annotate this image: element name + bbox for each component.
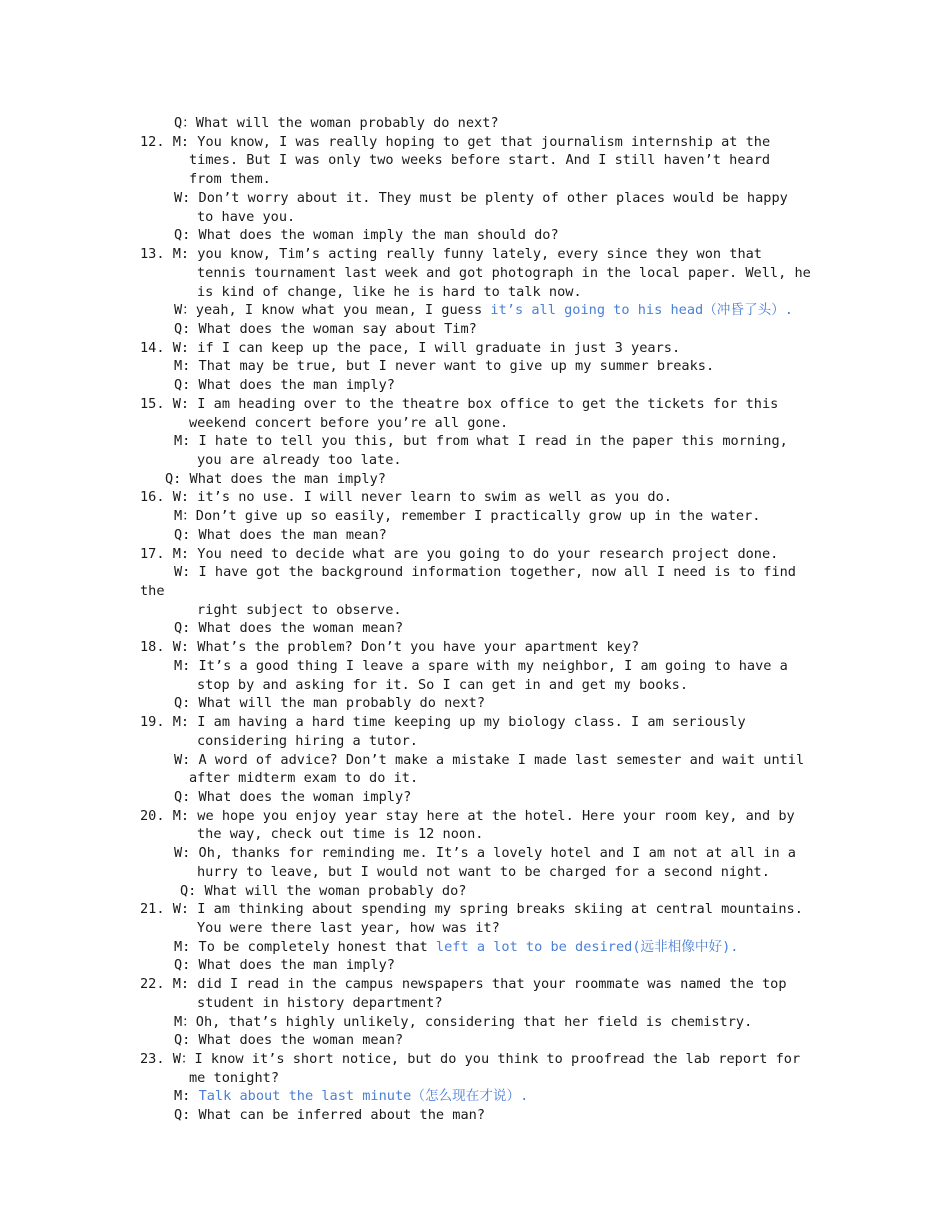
line-text: 16. W: it’s no use. I will never learn to swim as well as you do.	[140, 489, 672, 506]
text-line	[174, 526, 387, 544]
text-line	[174, 844, 796, 862]
line-text: me tonight?	[189, 1069, 280, 1086]
text-line	[174, 320, 477, 338]
line-text: W: I have got the background information together, now all I need is to find	[174, 564, 796, 581]
text-line	[174, 432, 788, 450]
line-text: Q: What does the woman mean?	[174, 1032, 404, 1049]
text-line	[140, 582, 165, 600]
line-text: the	[140, 583, 165, 599]
text-line	[197, 601, 402, 619]
text-line	[140, 638, 639, 656]
text-line	[174, 1031, 403, 1049]
text-line	[174, 114, 499, 132]
text-line	[189, 769, 418, 787]
line-text: 13. M: you know, Tim’s acting really funny lately, every since they won that	[140, 246, 762, 262]
text-line	[197, 208, 295, 226]
text-line	[140, 807, 795, 825]
text-line	[140, 488, 672, 506]
text-line	[174, 657, 788, 675]
text-line	[189, 151, 770, 169]
text-line	[140, 545, 778, 563]
text-line	[174, 301, 793, 319]
line-text: 12. M: You know, I was really hoping to get that journalism internship at the	[140, 133, 771, 150]
text-line	[174, 694, 485, 712]
line-text: Q: What will the man probably do next?	[174, 695, 485, 712]
line-text: hurry to leave, but I would not want to be charged for a second night.	[197, 863, 770, 880]
line-text: W: Don’t worry about it. They must be plenty of other places would be happy	[174, 189, 788, 206]
line-text: Q：What will the woman probably do next?	[174, 115, 499, 131]
text-line	[174, 507, 760, 525]
line-text: M: To be completely honest that	[174, 938, 436, 955]
text-line	[180, 882, 466, 900]
text-line	[174, 1106, 485, 1124]
text-line	[140, 1050, 800, 1068]
line-text: 20. M: we hope you enjoy year stay here at the hotel. Here your room key, and by	[140, 807, 795, 824]
line-text: You were there last year, how was it?	[197, 920, 500, 936]
line-text: Q: What does the man imply?	[174, 377, 395, 394]
line-text: Q: What does the man imply?	[174, 957, 395, 974]
text-line	[197, 919, 500, 937]
text-line	[140, 713, 746, 731]
text-line	[189, 170, 271, 188]
line-text: times. But I was only two weeks before start. And I still haven’t heard	[189, 152, 771, 169]
highlighted-phrase: it’s all going to his head（冲昏了头）.	[490, 302, 793, 319]
line-text: right subject to observe.	[197, 601, 402, 618]
line-text: to have you.	[197, 208, 296, 225]
text-line	[140, 900, 803, 918]
line-text: stop by and asking for it. So I can get in and get my books.	[197, 676, 689, 693]
highlighted-phrase: Talk about the last minute（怎么现在才说）.	[198, 1088, 529, 1105]
text-line	[197, 451, 402, 469]
text-line	[197, 732, 418, 750]
text-line	[165, 470, 386, 488]
text-line	[189, 1069, 279, 1087]
text-line	[174, 226, 559, 244]
line-text: you are already too late.	[197, 452, 402, 468]
line-text: M:	[174, 1088, 199, 1105]
line-text: from them.	[189, 171, 271, 188]
line-text: after midterm exam to do it.	[189, 770, 419, 787]
text-line	[174, 1087, 528, 1105]
text-line	[197, 676, 688, 694]
line-text: tennis tournament last week and got photograph in the local paper. Well, he	[197, 264, 811, 281]
line-text: 21. W: I am thinking about spending my spring breaks skiing at central mountains.	[140, 901, 803, 918]
line-text: 22. M: did I read in the campus newspapers that your roommate was named the top	[140, 976, 787, 993]
text-line	[140, 245, 762, 263]
text-line	[174, 751, 804, 769]
line-text: W：yeah, I know what you mean, I guess	[174, 302, 491, 319]
text-line	[197, 825, 483, 843]
line-text: student in history department?	[197, 994, 443, 1011]
text-line	[189, 414, 508, 432]
text-line	[197, 863, 770, 881]
text-line	[174, 1013, 752, 1031]
line-text: Q: What will the woman probably do?	[180, 882, 467, 899]
text-line	[174, 563, 796, 581]
text-line	[197, 994, 443, 1012]
line-text: 18. W: What’s the problem? Don’t you have your apartment key?	[140, 639, 640, 656]
line-text: 14. W: if I can keep up the pace, I will graduate in just 3 years.	[140, 339, 681, 356]
line-text: Q: What does the woman mean?	[174, 620, 404, 637]
text-line	[174, 956, 395, 974]
highlighted-phrase: left a lot to be desired(远非相像中好).	[435, 938, 739, 955]
line-text: 19. M: I am having a hard time keeping up my biology class. I am seriously	[140, 714, 746, 730]
line-text: M: I hate to tell you this, but from what I read in the paper this morning,	[174, 433, 788, 450]
line-text: considering hiring a tutor.	[197, 732, 418, 749]
line-text: M：Don’t give up so easily, remember I practically grow up in the water.	[174, 508, 761, 525]
text-line	[197, 283, 582, 301]
line-text: M：Oh, that’s highly unlikely, considering that her field is chemistry.	[174, 1013, 753, 1030]
line-text: is kind of change, like he is hard to talk now.	[197, 283, 582, 300]
line-text: Q: What does the woman say about Tim?	[174, 320, 477, 337]
line-text: 23. W：I know it’s short notice, but do you think to proofread the lab report for	[140, 1051, 801, 1067]
line-text: 17. M: You need to decide what are you going to do your research project done.	[140, 545, 779, 562]
text-line	[140, 395, 778, 413]
line-text: 15. W: I am heading over to the theatre box office to get the tickets for this	[140, 395, 779, 412]
text-line	[174, 619, 403, 637]
text-line	[140, 339, 680, 357]
text-line	[174, 938, 738, 956]
line-text: Q: What can be inferred about the man?	[174, 1107, 485, 1124]
text-line	[140, 133, 770, 151]
text-line	[174, 189, 788, 207]
text-line	[140, 975, 787, 993]
line-text: W: A word of advice? Don’t make a mistake I made last semester and wait until	[174, 751, 805, 768]
line-text: Q: What does the man mean?	[174, 526, 387, 543]
line-text: Q: What does the man imply?	[165, 470, 386, 487]
text-line	[174, 788, 411, 806]
line-text: the way, check out time is 12 noon.	[197, 826, 484, 843]
text-line	[174, 357, 714, 375]
line-text: M: It’s a good thing I leave a spare with my neighbor, I am going to have a	[174, 657, 788, 674]
line-text: W: Oh, thanks for reminding me. It’s a lovely hotel and I am not at all in a	[174, 845, 796, 862]
line-text: weekend concert before you’re all gone.	[189, 414, 509, 431]
line-text: Q: What does the woman imply the man should do?	[174, 227, 559, 244]
text-line	[174, 376, 395, 394]
line-text: Q: What does the woman imply?	[174, 788, 412, 805]
text-line	[197, 264, 811, 282]
line-text: M: That may be true, but I never want to give up my summer breaks.	[174, 358, 715, 375]
